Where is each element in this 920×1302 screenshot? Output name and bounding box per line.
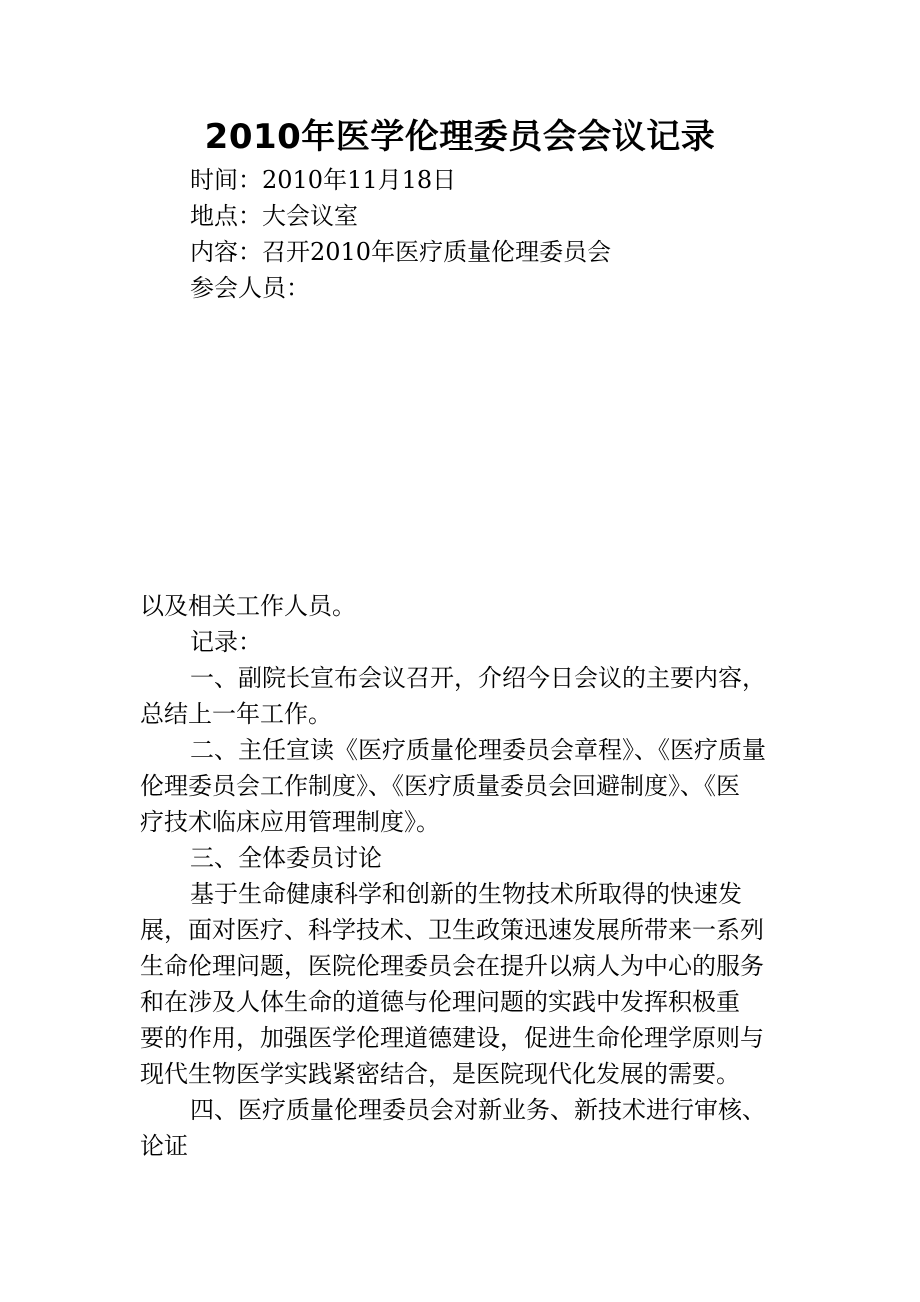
item-two-line-1: 二、主任宣读《医疗质量伦理委员会章程》、《医疗质量 (190, 736, 766, 764)
item-one-line-2: 总结上一年工作。 (140, 700, 332, 728)
item-two-line-2: 伦理委员会工作制度》、《医疗质量委员会回避制度》、《医 (140, 772, 740, 800)
discussion-line-1: 基于生命健康科学和创新的生物技术所取得的快速发 (190, 880, 742, 908)
discussion-line-5: 要的作用，加强医学伦理道德建设，促进生命伦理学原则与 (140, 1024, 764, 1052)
discussion-line-4: 和在涉及人体生命的道德与伦理问题的实践中发挥积极重 (140, 988, 740, 1016)
discussion-line-6: 现代生物医学实践紧密结合，是医院现代化发展的需要。 (140, 1060, 740, 1088)
discussion-line-2: 展，面对医疗、科学技术、卫生政策迅速发展所带来一系列 (140, 916, 764, 944)
item-one-line-1: 一、副院长宣布会议召开，介绍今日会议的主要内容， (190, 664, 766, 692)
attendees-continued: 以及相关工作人员。 (140, 592, 356, 620)
meeting-time: 时间：2010年11月18日 (190, 166, 457, 194)
meeting-content: 内容：召开2010年医疗质量伦理委员会 (190, 238, 612, 266)
discussion-line-3: 生命伦理问题，医院伦理委员会在提升以病人为中心的服务 (140, 952, 764, 980)
item-three-heading: 三、全体委员讨论 (190, 844, 382, 872)
attendees-label: 参会人员： (190, 274, 310, 302)
item-two-line-3: 疗技术临床应用管理制度》。 (140, 808, 440, 836)
document-title: 2010年医学伦理委员会会议记录 (204, 117, 716, 157)
meeting-location: 地点：大会议室 (190, 202, 358, 230)
record-label: 记录： (190, 628, 262, 656)
item-four-line-1: 四、医疗质量伦理委员会对新业务、新技术进行审核、 (190, 1096, 766, 1124)
item-four-line-2: 论证 (140, 1132, 188, 1160)
